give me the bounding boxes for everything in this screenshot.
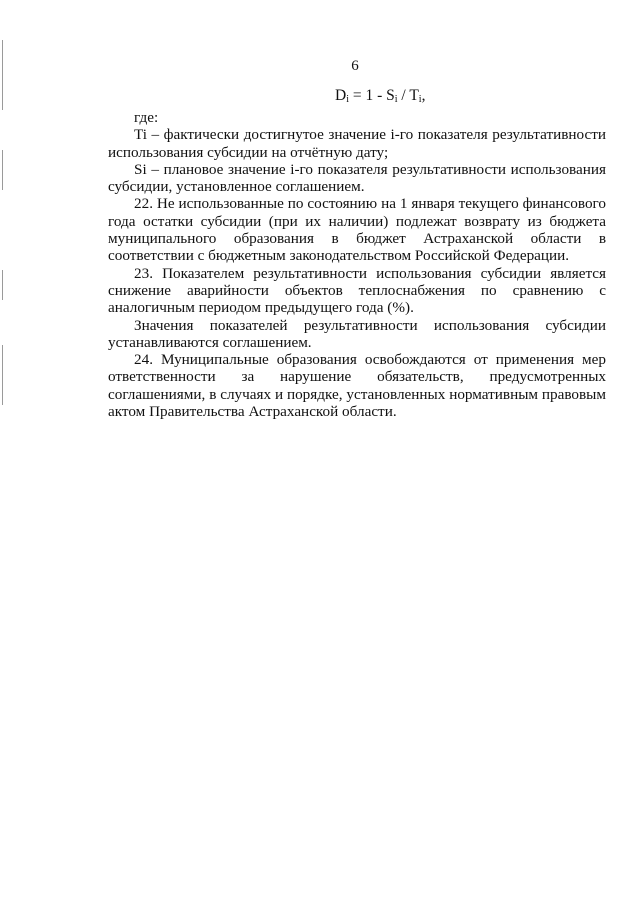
body-text — [108, 109, 606, 420]
formula — [335, 87, 425, 105]
formula-slash: / — [397, 87, 410, 104]
formula-s-sub: i — [394, 94, 398, 105]
formula-lhs-sub: i — [346, 94, 349, 105]
scan-edge-mark — [2, 40, 3, 110]
paragraph-indicator-values: Значения показателей результативности использования субсидии устанавливаются соглашением. — [108, 316, 606, 351]
page-number: 6 — [351, 58, 359, 74]
formula-trail: , — [421, 87, 426, 104]
formula-t: T — [409, 87, 419, 104]
scan-edge-mark — [2, 150, 3, 190]
formula-t-sub: i — [418, 94, 422, 105]
scan-edge-mark — [2, 270, 3, 300]
formula-eq: = 1 - — [348, 87, 387, 104]
paragraph-clause-23: 23. Показателем результативности использования субсидии является снижение аварийности объектов теплоснабжения по сравнению с аналогичным периодом предыдущего года (%). — [108, 264, 606, 317]
paragraph-where: где: — [134, 109, 159, 126]
paragraph-si-definition: Si – плановое значение i-го показателя результативности использования субсидии, установленное соглашением. — [108, 160, 606, 196]
paragraph-clause-24: 24. Муниципальные образования освобождаются от применения мер ответственности за нарушение обязательств, предусмотренных соглашениями, в случаях и порядке, установленных нормативным правовым актом Правительства Астраханской области. — [108, 351, 606, 421]
paragraph-clause-22: 22. Не использованные по состоянию на 1 января текущего финансового года остатки субсидии (при их наличии) подлежат возврату из бюджета муниципального образования в бюджет Астраханской области в соответствии с бюджетным законодательством Российской Федерации. — [108, 195, 606, 265]
formula-s: S — [386, 87, 395, 104]
scan-edge-mark — [2, 345, 3, 405]
paragraph-ti-definition: Ti – фактически достигнутое значение i-го показателя результативности использования субсидии на отчётную дату; — [108, 126, 606, 161]
formula-lhs: D — [335, 87, 347, 104]
